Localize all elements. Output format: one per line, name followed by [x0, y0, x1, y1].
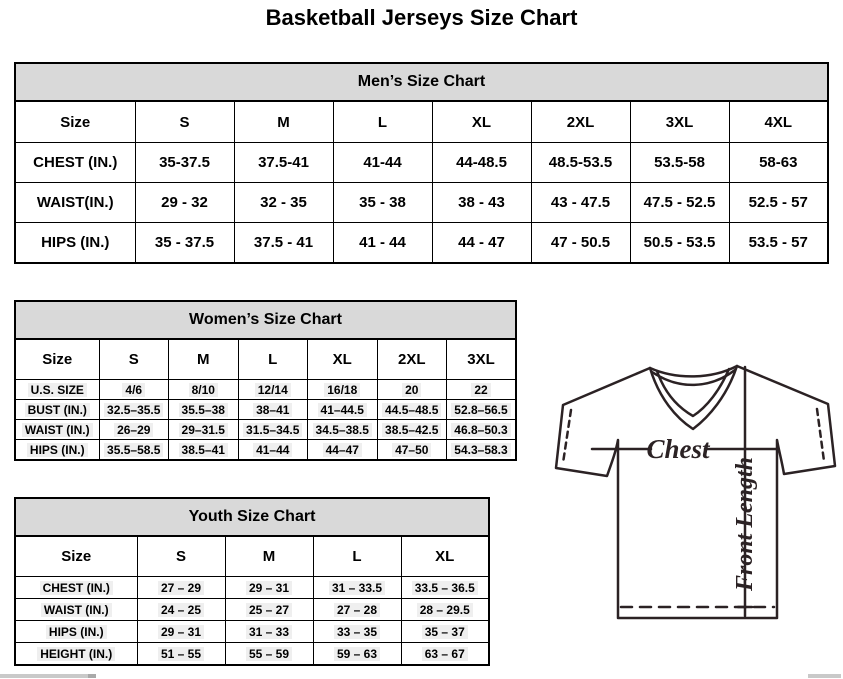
women-cell: 38–41: [238, 400, 308, 420]
jersey-measurement-diagram: [552, 356, 843, 628]
youth-row-label: CHEST (IN.): [15, 577, 137, 599]
men-cell: 44-48.5: [432, 143, 531, 183]
men-column-header: 4XL: [729, 101, 828, 143]
youth-row-label: WAIST (IN.): [15, 599, 137, 621]
women-row-label: HIPS (IN.): [15, 440, 99, 461]
scrollbar-fragment-left[interactable]: [0, 674, 96, 678]
men-column-header: 2XL: [531, 101, 630, 143]
women-row-label: U.S. SIZE: [15, 380, 99, 400]
youth-cell: 35 – 37: [401, 621, 489, 643]
collar-top-line: [650, 366, 737, 376]
women-cell: 34.5–38.5: [308, 420, 378, 440]
youth-cell: 31 – 33: [225, 621, 313, 643]
youth-cell: 27 – 28: [313, 599, 401, 621]
youth-cell: 28 – 29.5: [401, 599, 489, 621]
front-length-label: Front Length: [732, 456, 758, 592]
men-cell: 47 - 50.5: [531, 223, 630, 264]
youth-table-title: Youth Size Chart: [15, 498, 489, 536]
men-cell: 44 - 47: [432, 223, 531, 264]
women-cell: 44–47: [308, 440, 378, 461]
women-cell: 46.8–50.3: [447, 420, 517, 440]
women-cell: 26–29: [99, 420, 169, 440]
women-cell: 47–50: [377, 440, 447, 461]
youth-cell: 33.5 – 36.5: [401, 577, 489, 599]
women-cell: 4/6: [99, 380, 169, 400]
women-cell: 12/14: [238, 380, 308, 400]
youth-cell: 55 – 59: [225, 643, 313, 666]
men-cell: 29 - 32: [135, 183, 234, 223]
men-cell: 47.5 - 52.5: [630, 183, 729, 223]
youth-column-header: S: [137, 536, 225, 577]
women-cell: 8/10: [169, 380, 239, 400]
women-column-header: S: [99, 339, 169, 380]
women-cell: 38.5–41: [169, 440, 239, 461]
women-cell: 31.5–34.5: [238, 420, 308, 440]
women-cell: 32.5–35.5: [99, 400, 169, 420]
men-column-header: 3XL: [630, 101, 729, 143]
women-cell: 41–44.5: [308, 400, 378, 420]
women-column-header: L: [238, 339, 308, 380]
scrollbar-fragment-right[interactable]: [808, 674, 841, 678]
youth-cell: 25 – 27: [225, 599, 313, 621]
men-cell: 58-63: [729, 143, 828, 183]
men-cell: 32 - 35: [234, 183, 333, 223]
men-row-label: WAIST(IN.): [15, 183, 135, 223]
left-sleeve-dashed-seam: [563, 410, 571, 463]
men-cell: 38 - 43: [432, 183, 531, 223]
youth-cell: 59 – 63: [313, 643, 401, 666]
youth-row-label: HEIGHT (IN.): [15, 643, 137, 666]
men-cell: 53.5 - 57: [729, 223, 828, 264]
men-cell: 37.5 - 41: [234, 223, 333, 264]
youth-cell: 63 – 67: [401, 643, 489, 666]
youth-cell: 27 – 29: [137, 577, 225, 599]
youth-size-table: [14, 497, 490, 666]
women-column-header: Size: [15, 339, 99, 380]
men-cell: 50.5 - 53.5: [630, 223, 729, 264]
womens-size-table: [14, 300, 517, 461]
women-cell: 44.5–48.5: [377, 400, 447, 420]
page-title: Basketball Jerseys Size Chart: [265, 5, 578, 30]
youth-column-header: M: [225, 536, 313, 577]
men-cell: 48.5-53.5: [531, 143, 630, 183]
women-cell: 20: [377, 380, 447, 400]
youth-cell: 51 – 55: [137, 643, 225, 666]
women-cell: 35.5–58.5: [99, 440, 169, 461]
men-column-header: S: [135, 101, 234, 143]
men-column-header: Size: [15, 101, 135, 143]
men-cell: 37.5-41: [234, 143, 333, 183]
youth-column-header: XL: [401, 536, 489, 577]
men-cell: 41 - 44: [333, 223, 432, 264]
men-cell: 43 - 47.5: [531, 183, 630, 223]
women-row-label: BUST (IN.): [15, 400, 99, 420]
women-cell: 38.5–42.5: [377, 420, 447, 440]
mens-size-table: [14, 62, 829, 264]
youth-column-header: Size: [15, 536, 137, 577]
men-row-label: CHEST (IN.): [15, 143, 135, 183]
youth-cell: 31 – 33.5: [313, 577, 401, 599]
men-column-header: XL: [432, 101, 531, 143]
women-cell: 22: [447, 380, 517, 400]
chest-label: Chest: [646, 434, 710, 464]
women-cell: 52.8–56.5: [447, 400, 517, 420]
jersey-outline: [556, 366, 835, 618]
men-cell: 53.5-58: [630, 143, 729, 183]
men-cell: 35-37.5: [135, 143, 234, 183]
women-cell: 16/18: [308, 380, 378, 400]
youth-cell: 24 – 25: [137, 599, 225, 621]
men-cell: 35 - 37.5: [135, 223, 234, 264]
women-row-label: WAIST (IN.): [15, 420, 99, 440]
women-cell: 35.5–38: [169, 400, 239, 420]
youth-row-label: HIPS (IN.): [15, 621, 137, 643]
women-column-header: 3XL: [447, 339, 517, 380]
youth-column-header: L: [313, 536, 401, 577]
women-cell: 41–44: [238, 440, 308, 461]
youth-cell: 29 – 31: [137, 621, 225, 643]
men-cell: 41-44: [333, 143, 432, 183]
women-column-header: XL: [308, 339, 378, 380]
men-cell: 35 - 38: [333, 183, 432, 223]
men-column-header: M: [234, 101, 333, 143]
men-cell: 52.5 - 57: [729, 183, 828, 223]
men-row-label: HIPS (IN.): [15, 223, 135, 264]
jersey-diagram-svg: [552, 356, 843, 628]
right-sleeve-dashed-seam: [817, 409, 824, 461]
women-column-header: 2XL: [377, 339, 447, 380]
women-column-header: M: [169, 339, 239, 380]
women-table-title: Women’s Size Chart: [15, 301, 516, 339]
women-cell: 29–31.5: [169, 420, 239, 440]
men-column-header: L: [333, 101, 432, 143]
youth-cell: 33 – 35: [313, 621, 401, 643]
youth-cell: 29 – 31: [225, 577, 313, 599]
men-table-title: Men’s Size Chart: [15, 63, 828, 101]
women-cell: 54.3–58.3: [447, 440, 517, 461]
